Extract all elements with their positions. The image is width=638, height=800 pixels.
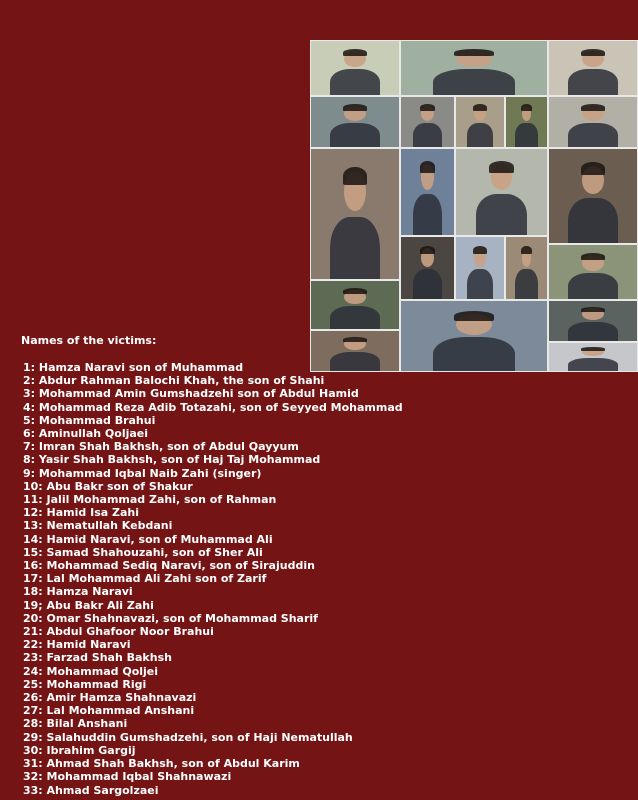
victim-name-item: 6: Aminullah Qoljaei [23,427,149,441]
victim-name-item: 16: Mohammad Sediq Naravi, son of Sirajuddin [23,559,315,573]
victim-photo [505,96,548,148]
victim-name-item: 24: Mohammad Qoljei [23,664,159,678]
victim-photo [548,244,638,300]
victim-name-item: 10: Abu Bakr son of Shakur [23,479,193,493]
victim-name-item: 14: Hamid Naravi, son of Muhammad Ali [23,532,273,546]
victim-name-item: 23: Farzad Shah Bakhsh [23,651,172,665]
victims-list-title: Names of the victims: [21,334,157,347]
victim-photo [400,96,455,148]
person-hair [343,337,368,343]
person-hair [581,49,606,57]
person-hair [343,49,368,57]
victim-photo [455,96,505,148]
victim-name-item: 19; Abu Bakr Ali Zahi [23,598,154,612]
victim-name-item: 1: Hamza Naravi son of Muhammad [23,361,244,374]
person-silhouette [413,194,443,236]
victims-name-list [23,361,403,797]
person-silhouette [568,198,617,244]
victim-name-item: 15: Samad Shahouzahi, son of Sher Ali [23,545,263,559]
victim-photo [455,148,548,236]
person-silhouette [568,123,617,148]
victim-name-item: 18: Hamza Naravi [23,585,133,599]
victim-name-item: 29: Salahuddin Gumshadzehi, son of Haji Nematullah [23,730,353,744]
victim-name-item: 27: Lal Mohammad Anshani [23,704,195,718]
person-silhouette [330,217,379,280]
person-silhouette [330,123,379,148]
victim-photo [400,148,455,236]
person-hair [420,246,435,255]
person-hair [581,104,606,111]
person-silhouette [330,306,379,330]
person-hair [454,311,495,321]
person-silhouette [568,273,617,300]
victim-name-item: 9: Mohammad Iqbal Naib Zahi (singer) [23,466,262,480]
victim-name-item: 17: Lal Mohammad Ali Zahi son of Zarif [23,572,267,586]
victim-name-item: 33: Ahmad Sargolzaei [23,783,159,797]
victim-photo [548,148,638,244]
victim-photo [548,300,638,342]
victim-name-item: 26: Amir Hamza Shahnavazi [23,691,197,705]
person-hair [489,161,514,173]
victim-photo-collage [310,40,638,372]
person-hair [521,246,532,255]
victim-name-item: 8: Yasir Shah Bakhsh, son of Haj Taj Mohammad [23,453,321,467]
person-hair [454,49,495,57]
person-silhouette [467,269,494,300]
person-hair [420,161,435,173]
person-silhouette [515,269,538,300]
person-hair [521,104,532,111]
victim-name-item: 13: Nematullah Kebdani [23,519,173,533]
person-silhouette [433,337,515,372]
person-silhouette [467,123,494,148]
person-silhouette [568,69,617,96]
person-silhouette [568,322,617,342]
victim-photo [310,40,400,96]
victim-photo [310,148,400,280]
victim-name-item: 32: Mohammad Iqbal Shahnawazi [23,770,232,784]
person-hair [473,246,486,255]
person-hair [343,104,368,111]
victim-name-item: 7: Imran Shah Bakhsh, son of Abdul Qayyum [23,440,299,454]
person-silhouette [433,69,515,96]
victim-photo [310,96,400,148]
person-hair [581,307,606,313]
victim-name-item: 12: Hamid Isa Zahi [23,506,139,520]
person-silhouette [515,123,538,148]
person-silhouette [476,194,527,236]
person-hair [420,104,435,111]
victim-name-item: 4: Mohammad Reza Adib Totazahi, son of Seyyed Mohammad [23,400,403,414]
person-hair [343,167,368,185]
victim-photo [548,40,638,96]
victim-name-item: 20: Omar Shahnavazi, son of Mohammad Sharif [23,611,318,625]
victim-name-item: 5: Mohammad Brahui [23,413,156,427]
victim-name-item: 31: Ahmad Shah Bakhsh, son of Abdul Karim [23,757,300,771]
victim-name-item: 2: Abdur Rahman Balochi Khah, the son of Shahi [23,374,325,388]
victim-name-item: 30: Ibrahim Gargij [23,743,136,757]
victim-name-item: 3: Mohammad Amin Gumshadzehi son of Abdul Hamid [23,387,359,401]
victim-photo [505,236,548,300]
person-hair [343,288,368,295]
person-silhouette [413,269,443,300]
victim-photo [548,342,638,372]
victim-photo [548,96,638,148]
person-silhouette [413,123,443,148]
victim-name-item: 22: Hamid Naravi [23,638,131,652]
person-silhouette [330,69,379,96]
victim-name-item: 28: Bilal Anshani [23,717,128,731]
person-hair [581,253,606,261]
victim-photo [400,236,455,300]
person-hair [581,162,606,175]
person-hair [581,347,606,351]
victim-name-item: 25: Mohammad Rigi [23,677,147,691]
victim-photo [310,280,400,330]
person-hair [473,104,486,111]
victim-photo [455,236,505,300]
person-silhouette [568,358,617,372]
victim-name-item: 11: Jalil Mohammad Zahi, son of Rahman [23,493,277,507]
victim-photo [400,40,548,96]
victim-photo [400,300,548,372]
victim-name-item: 21: Abdul Ghafoor Noor Brahui [23,625,214,639]
